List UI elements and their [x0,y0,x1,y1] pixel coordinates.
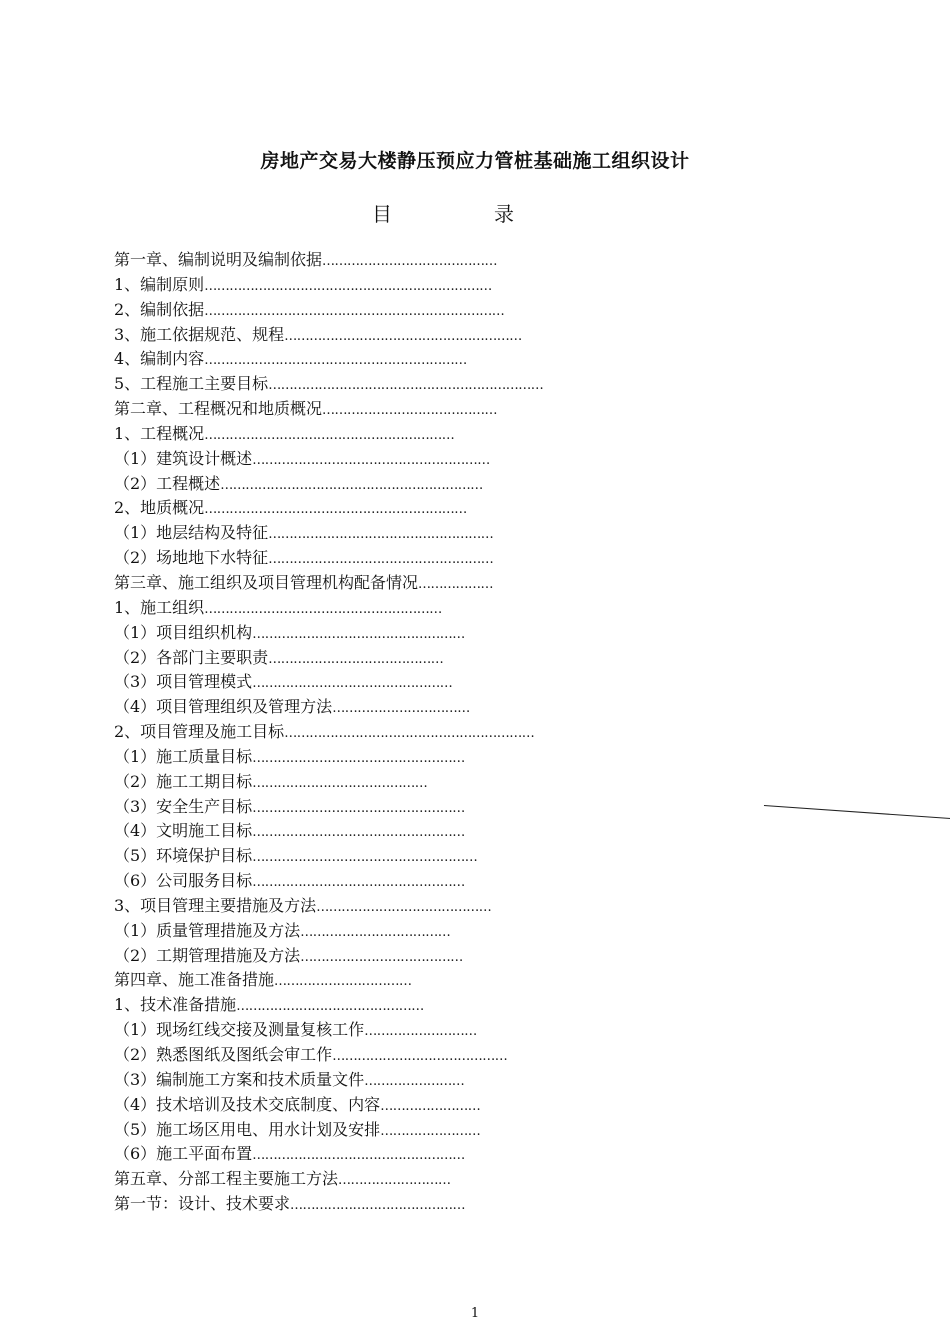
toc-entry-text: （5）施工场区用电、用水计划及安排 [114,1119,381,1139]
toc-entry-leader: ………………………………………………………… [268,378,544,394]
toc-entry-text: 3、施工依据规范、规程 [114,324,285,344]
toc-entry[interactable] [114,720,674,745]
toc-entry-text: （1）地层结构及特征 [114,523,269,543]
toc-entry-text: 5、工程施工主要目标 [114,374,269,394]
toc-entry-leader: …………………… [380,1123,481,1139]
toc-entry[interactable] [114,1018,674,1043]
toc-entry-leader: …………………………………………… [252,875,465,891]
toc-entry-text: 2、编制依据 [114,299,205,319]
toc-entry-leader: …………………………… [274,974,412,990]
toc-entry[interactable] [114,944,674,969]
toc-entry[interactable] [114,422,674,447]
toc-entry-text: 第一节：设计、技术要求 [114,1194,291,1214]
toc-entry[interactable] [114,1068,674,1093]
toc-entry-text: （2）各部门主要职责 [114,647,269,667]
toc-entry-text: （3）项目管理模式 [114,672,253,692]
toc-entry-leader: ……………………………………………… [252,850,478,866]
toc-entry[interactable] [114,993,674,1018]
toc-entry-leader: ………………………………………………… [284,328,522,344]
toc-entry-leader: …………………………………………………… [284,726,535,742]
toc-entry-leader: ……………………………………………………………… [204,303,505,319]
toc-entry-leader: …………………………………… [290,1198,466,1214]
toc-entry-text: （2）工期管理措施及方法 [114,945,301,965]
toc-entry[interactable] [114,323,674,348]
toc-entry[interactable] [114,397,674,422]
toc-entry[interactable] [114,869,674,894]
toc-entry-text: （1）项目组织机构 [114,622,253,642]
toc-entry-leader: …………………… [364,1073,465,1089]
toc-entry[interactable] [114,273,674,298]
toc-entry[interactable] [114,770,674,795]
toc-entry-text: （3）编制施工方案和技术质量文件 [114,1069,365,1089]
toc-entry[interactable] [114,248,674,273]
toc-heading-char-1: 目 [372,202,392,226]
toc-entry-text: 2、地质概况 [114,498,205,518]
toc-entry-leader: ………………………………………… [252,676,453,692]
toc-entry-leader: …………………………………………… [252,1148,465,1164]
toc-entry-text: （4）文明施工目标 [114,821,253,841]
toc-entry[interactable] [114,894,674,919]
toc-entry-leader: …………………………………………… [252,626,465,642]
toc-entry-leader: ……………………… [338,1173,451,1189]
toc-entry-text: 1、编制原则 [114,274,205,294]
toc-entry[interactable] [114,372,674,397]
toc-entry[interactable] [114,496,674,521]
toc-entry-leader: …………………………………… [252,775,428,791]
toc-entry[interactable] [114,521,674,546]
toc-entry-text: （1）现场红线交接及测量复核工作 [114,1020,365,1040]
toc-entry-text: 1、工程概况 [114,423,205,443]
toc-entry[interactable] [114,298,674,323]
toc-entry-leader: ……………………………………………………… [204,502,467,518]
toc-entry-text: 4、编制内容 [114,349,205,369]
toc-entry-text: （2）熟悉图纸及图纸会审工作 [114,1045,333,1064]
page-number: 1 [470,1306,480,1321]
toc-entry-text: （5）环境保护目标 [114,846,253,866]
toc-entry-leader: …………………………… [332,701,470,717]
toc-entry-leader: ……………… [418,576,494,592]
toc-heading-char-2: 录 [494,202,514,226]
toc-entry-text: （4）项目管理组织及管理方法 [114,697,333,717]
toc-entry-leader: …………………………………… [268,651,444,667]
toc-entry-leader: …………………………………… [322,403,498,419]
toc-entry[interactable] [114,795,674,820]
toc-entry[interactable] [114,968,674,993]
toc-entry[interactable] [114,1167,674,1192]
toc-entry[interactable] [114,1043,674,1068]
toc-entry[interactable] [114,844,674,869]
toc-entry[interactable] [114,347,674,372]
toc-entry-text: （2）工程概述 [114,473,221,493]
toc-entry-text: （4）技术培训及技术交底制度、内容 [114,1094,381,1114]
toc-entry-leader: …………………………………………… [252,800,465,816]
toc-entry-leader: …………………………………… [316,899,492,915]
toc-entry[interactable] [114,546,674,571]
toc-entry-text: 1、施工组织 [114,597,205,617]
toc-entry-text: 2、项目管理及施工目标 [114,722,285,742]
toc-entry-leader: ……………………………… [300,924,451,940]
toc-entry[interactable] [114,571,674,596]
toc-entry-text: 第四章、施工准备措施 [114,970,275,990]
toc-entry[interactable] [114,745,674,770]
toc-entry-leader: ……………………… [364,1024,477,1040]
toc-entry-leader: …………………………………………… [252,825,465,841]
toc-entry[interactable] [114,1093,674,1118]
toc-entry-leader: ……………………………………………… [268,552,494,568]
toc-entry-leader: ……………………………………………………… [204,353,467,369]
toc-entry-leader: ……………………………………… [236,999,424,1015]
table-of-contents [114,248,674,1217]
toc-entry-text: （1）施工质量目标 [114,746,253,766]
toc-entry-text: （1）质量管理措施及方法 [114,920,301,940]
toc-entry[interactable] [114,670,674,695]
toc-entry-text: 1、技术准备措施 [114,995,237,1015]
toc-entry-text: 第一章、编制说明及编制依据 [114,250,323,269]
toc-entry[interactable] [114,695,674,720]
toc-entry[interactable] [114,646,674,671]
toc-entry-text: （6）施工平面布置 [114,1144,253,1164]
toc-entry[interactable] [114,1118,674,1143]
toc-entry-text: 3、项目管理主要措施及方法 [114,895,317,915]
toc-entry-text: （2）施工工期目标 [114,771,253,791]
toc-entry-leader: ……………………………………………………… [220,477,483,493]
toc-entry-leader: …………………… [380,1098,481,1114]
toc-entry-text: （2）场地地下水特征 [114,548,269,568]
toc-entry[interactable] [114,596,674,621]
toc-entry[interactable] [114,919,674,944]
document-title: 房地产交易大楼静压预应力管桩基础施工组织设计 [260,150,690,172]
toc-entry[interactable] [114,621,674,646]
toc-entry[interactable] [114,472,674,497]
toc-entry-leader: …………………………………………………… [204,427,455,443]
toc-entry[interactable] [114,447,674,472]
toc-entry-text: 第二章、工程概况和地质概况 [114,399,323,419]
toc-entry-leader: ………………………………… [300,949,463,965]
toc-entry[interactable] [114,819,674,844]
toc-entry[interactable] [114,1192,674,1217]
toc-entry-leader: ………………………………………………… [252,452,490,468]
toc-entry-leader: …………………………………………… [252,750,465,766]
toc-entry-text: （1）建筑设计概述 [114,448,253,468]
toc-entry-leader: …………………………………… [322,254,498,269]
toc-entry-leader: ………………………………………………… [204,601,442,617]
toc-entry-text: （6）公司服务目标 [114,871,253,891]
toc-entry-text: 第五章、分部工程主要施工方法 [114,1169,339,1189]
toc-entry-leader: …………………………………………………………… [204,278,492,294]
toc-entry-text: （3）安全生产目标 [114,796,253,816]
toc-entry[interactable] [114,1142,674,1167]
stray-line [764,805,950,819]
toc-entry-leader: …………………………………… [332,1049,508,1064]
toc-entry-leader: ……………………………………………… [268,527,494,543]
toc-entry-text: 第三章、施工组织及项目管理机构配备情况 [114,572,419,592]
